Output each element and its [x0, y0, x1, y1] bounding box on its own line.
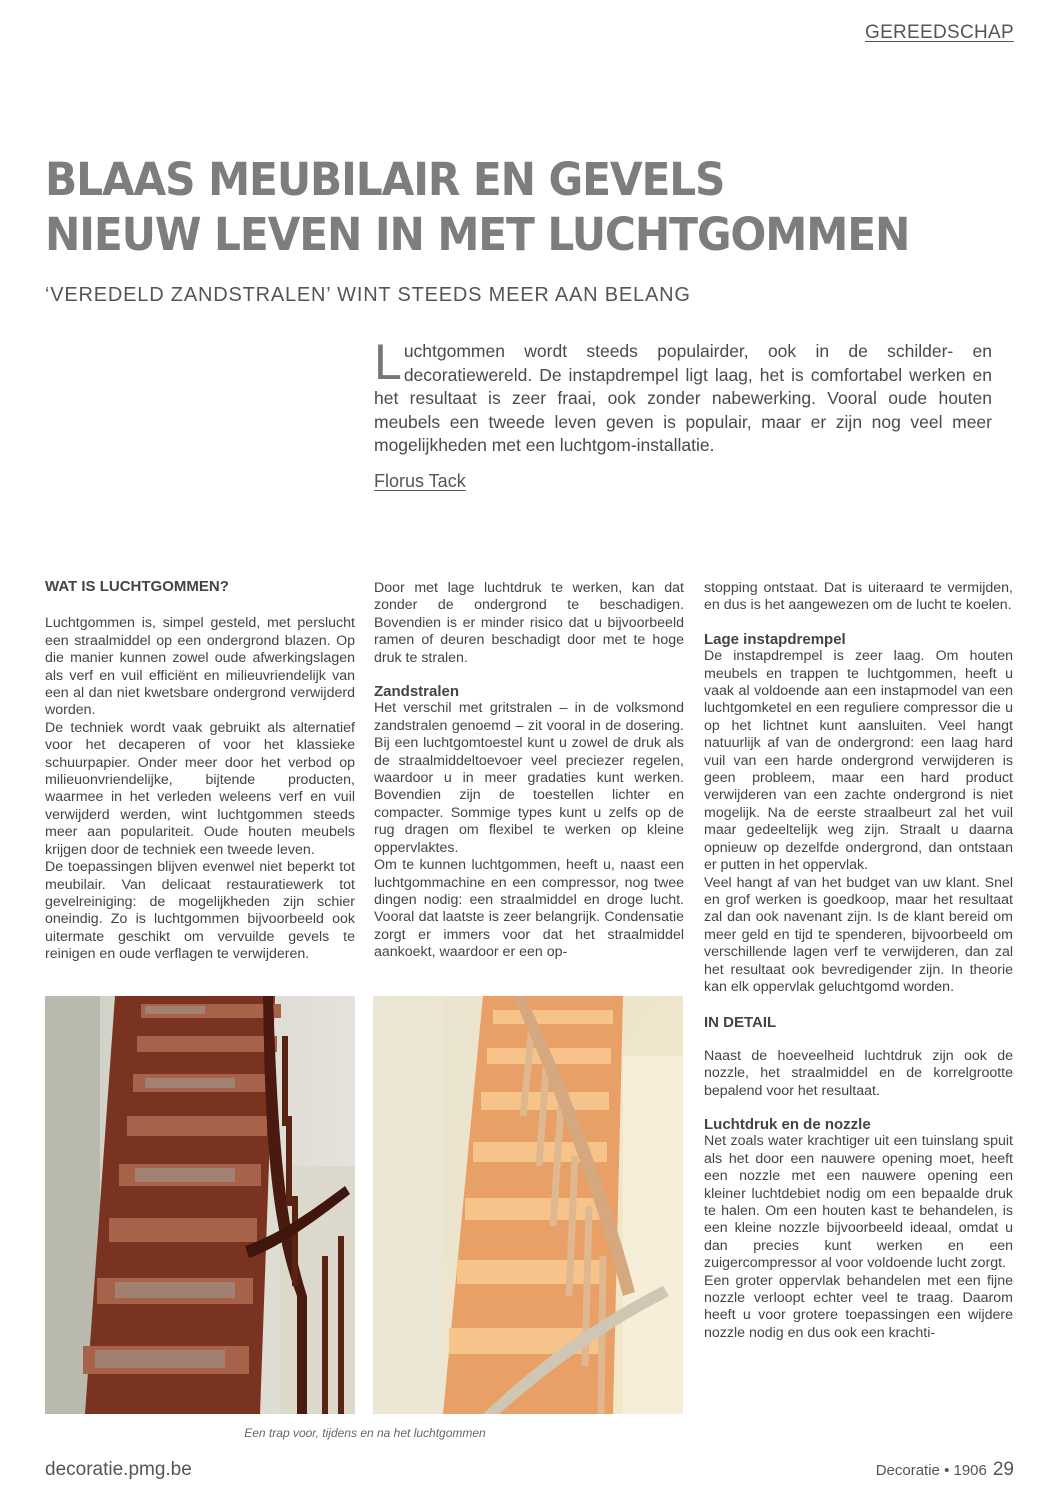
dropcap: L — [374, 334, 402, 390]
magazine-issue: Decoratie • 1906 — [875, 1462, 987, 1479]
section-tag: GEREEDSCHAP — [864, 22, 1014, 43]
intro-text: uchtgommen wordt steeds populairder, ook in de schilder- en decoratiewereld. De instapdrempel ligt laag, het is comfortabel werken en het resultaat is zeer fraai, ook zonder nabewerking. Vooral oude houten meubels een tweede leven geven is populair, maar er zijn nog veel meer mogelijkheden met een luchtgom-installatie. — [374, 341, 992, 455]
col1-paragraph-1: Luchtgommen is, simpel gesteld, met perslucht een straalmiddel op een ondergrond blazen. Op die manier kunnen zowel oude afwerkingslagen als verf en vuil efficiënt en milieuvriendelijk van een al dan niet kwetsbare ondergrond verwijderd worden. — [45, 615, 355, 719]
article-title — [45, 152, 966, 262]
intro-block — [374, 334, 992, 493]
col2-paragraph-1: Door met lage luchtdruk te werken, kan dat zonder de ondergrond te beschadigen. Bovendien is er minder risico dat u bijvoorbeeld ramen of deuren beschadigt door met te hoge druk te stralen. — [374, 580, 684, 666]
column-1 — [45, 578, 355, 964]
page-number: 29 — [992, 1459, 1014, 1480]
photo-staircase-after — [373, 996, 683, 1414]
col2-paragraph-2: Het verschil met gritstralen – in de volksmond zandstralen genoemd – zit vooral in de dosering. Bij een luchtgomtoestel kunt u zowel de druk als de straalmiddeltoevoer veel preciezer regelen, waardoor u in meer gradaties kunt werken. Bovendien zijn de toestellen lichter en compacter. Sommige types kunt u zelfs op de rug dragen om flexibel te werken op kleine oppervlaktes. — [374, 700, 684, 856]
footer-magazine-info — [876, 1459, 1014, 1481]
column-3 — [704, 580, 1013, 1342]
heading-luchtdruk-nozzle: Luchtdruk en de nozzle — [704, 1115, 871, 1133]
footer-website-link[interactable]: decoratie.pmg.be — [45, 1459, 192, 1480]
col3-paragraph-0: stopping ontstaat. Dat is uiteraard te vermijden, en dus is het aangewezen om de lucht te koelen. — [704, 580, 1013, 614]
heading-zandstralen: Zandstralen — [374, 683, 460, 701]
column-2 — [374, 580, 684, 962]
title-line-2: NIEUW LEVEN IN MET LUCHTGOMMEN — [45, 208, 910, 261]
photo-staircase-before — [45, 996, 355, 1414]
heading-lage-instapdrempel: Lage instapdrempel — [704, 630, 846, 648]
staircase-after-illustration — [373, 996, 683, 1414]
col3-paragraph-2: Veel hangt af van het budget van uw klant. Snel en grof werken is goedkoop, maar het resultaat zal dan ook navenant zijn. Is de klant bereid om meer geld en tijd te spenderen, bijvoorbeeld om verschillende lagen verf te verwijderen, dan zal het resultaat ook bevredigender zijn. In theorie kan elk oppervlak geluchtgomd worden. — [704, 874, 1013, 995]
col1-paragraph-3: De toepassingen blijven evenwel niet beperkt tot meubilair. Van delicaat restauratiewerk tot gevelreiniging: de mogelijkheden zijn schier oneindig. Zo is luchtgommen bijvoorbeeld ook uitermate geschikt om vervuilde gevels te reinigen en oude verflagen te verwijderen. — [45, 859, 355, 963]
intro-paragraph — [374, 334, 992, 458]
col1-paragraph-2: De techniek wordt vaak gebruikt als alternatief voor het decaperen of voor het klassieke schuurpapier. Onder meer door het verbod op milieuonvriendelijke, bijtende producten, waarmee in het verleden weleens verf en vuil verwijderd werden, wint luchtgommen steeds meer aan populariteit. Oude houten meubels krijgen door de techniek een tweede leven. — [45, 719, 355, 858]
title-line-1: BLAAS MEUBILAIR EN GEVELS — [45, 153, 725, 206]
heading-wat-is-luchtgommen: WAT IS LUCHTGOMMEN? — [45, 578, 229, 595]
photo-caption: Een trap voor, tijdens en na het luchtgommen — [244, 1426, 486, 1440]
col3-paragraph-3: Naast de hoeveelheid luchtdruk zijn ook de nozzle, het straalmiddel en de korrelgrootte bepalend voor het resultaat. — [704, 1047, 1013, 1099]
col2-paragraph-3: Om te kunnen luchtgommen, heeft u, naast een luchtgommachine en een compressor, nog twee dingen nodig: een straalmiddel en droge lucht. Vooral dat laatste is zeer belangrijk. Condensatie zorgt er immers voor dat het straalmiddel aankoekt, waardoor er een op- — [374, 857, 684, 961]
author-byline: Florus Tack — [374, 470, 466, 491]
article-subtitle: ‘VEREDELD ZANDSTRALEN’ WINT STEEDS MEER AAN BELANG — [45, 284, 691, 306]
col3-paragraph-5: Een groter oppervlak behandelen met een fijne nozzle verloopt echter veel te traag. Daarom heeft u voor grotere toepassingen een wijdere nozzle nodig en dus ook een krachti- — [704, 1272, 1013, 1341]
col3-paragraph-4: Net zoals water krachtiger uit een tuinslang spuit als het door een nauwere opening moet, heeft een nozzle met een nauwere opening een kleiner luchtdebiet nodig om een bepaalde druk te halen. Om een houten kast te behandelen, is een kleine nozzle bijvoorbeeld ideaal, omdat u dan precies kunt werken en een zuigercompressor al voor voldoende lucht zorgt. — [704, 1133, 1013, 1272]
staircase-before-illustration — [45, 996, 355, 1414]
heading-in-detail: IN DETAIL — [704, 1014, 777, 1032]
col3-paragraph-1: De instapdrempel is zeer laag. Om houten meubels en trappen te luchtgommen, heeft u vaak al voldoende aan een instapmodel van een luchtgomketel en een reguliere compressor die u op het lichtnet kunt aansluiten. Veel hangt natuurlijk af van de ondergrond: een laag hard vuil van een harde ondergrond verwijderen is geen probleem, maar een hard product verwijderen van een zachte ondergrond is niet mogelijk. Na de eerste straalbeurt zal het vuil maar gedeeltelijk weg zijn. Straalt u daarna opnieuw op dezelfde ondergrond, dan ontstaan er putten in het oppervlak. — [704, 648, 1013, 874]
